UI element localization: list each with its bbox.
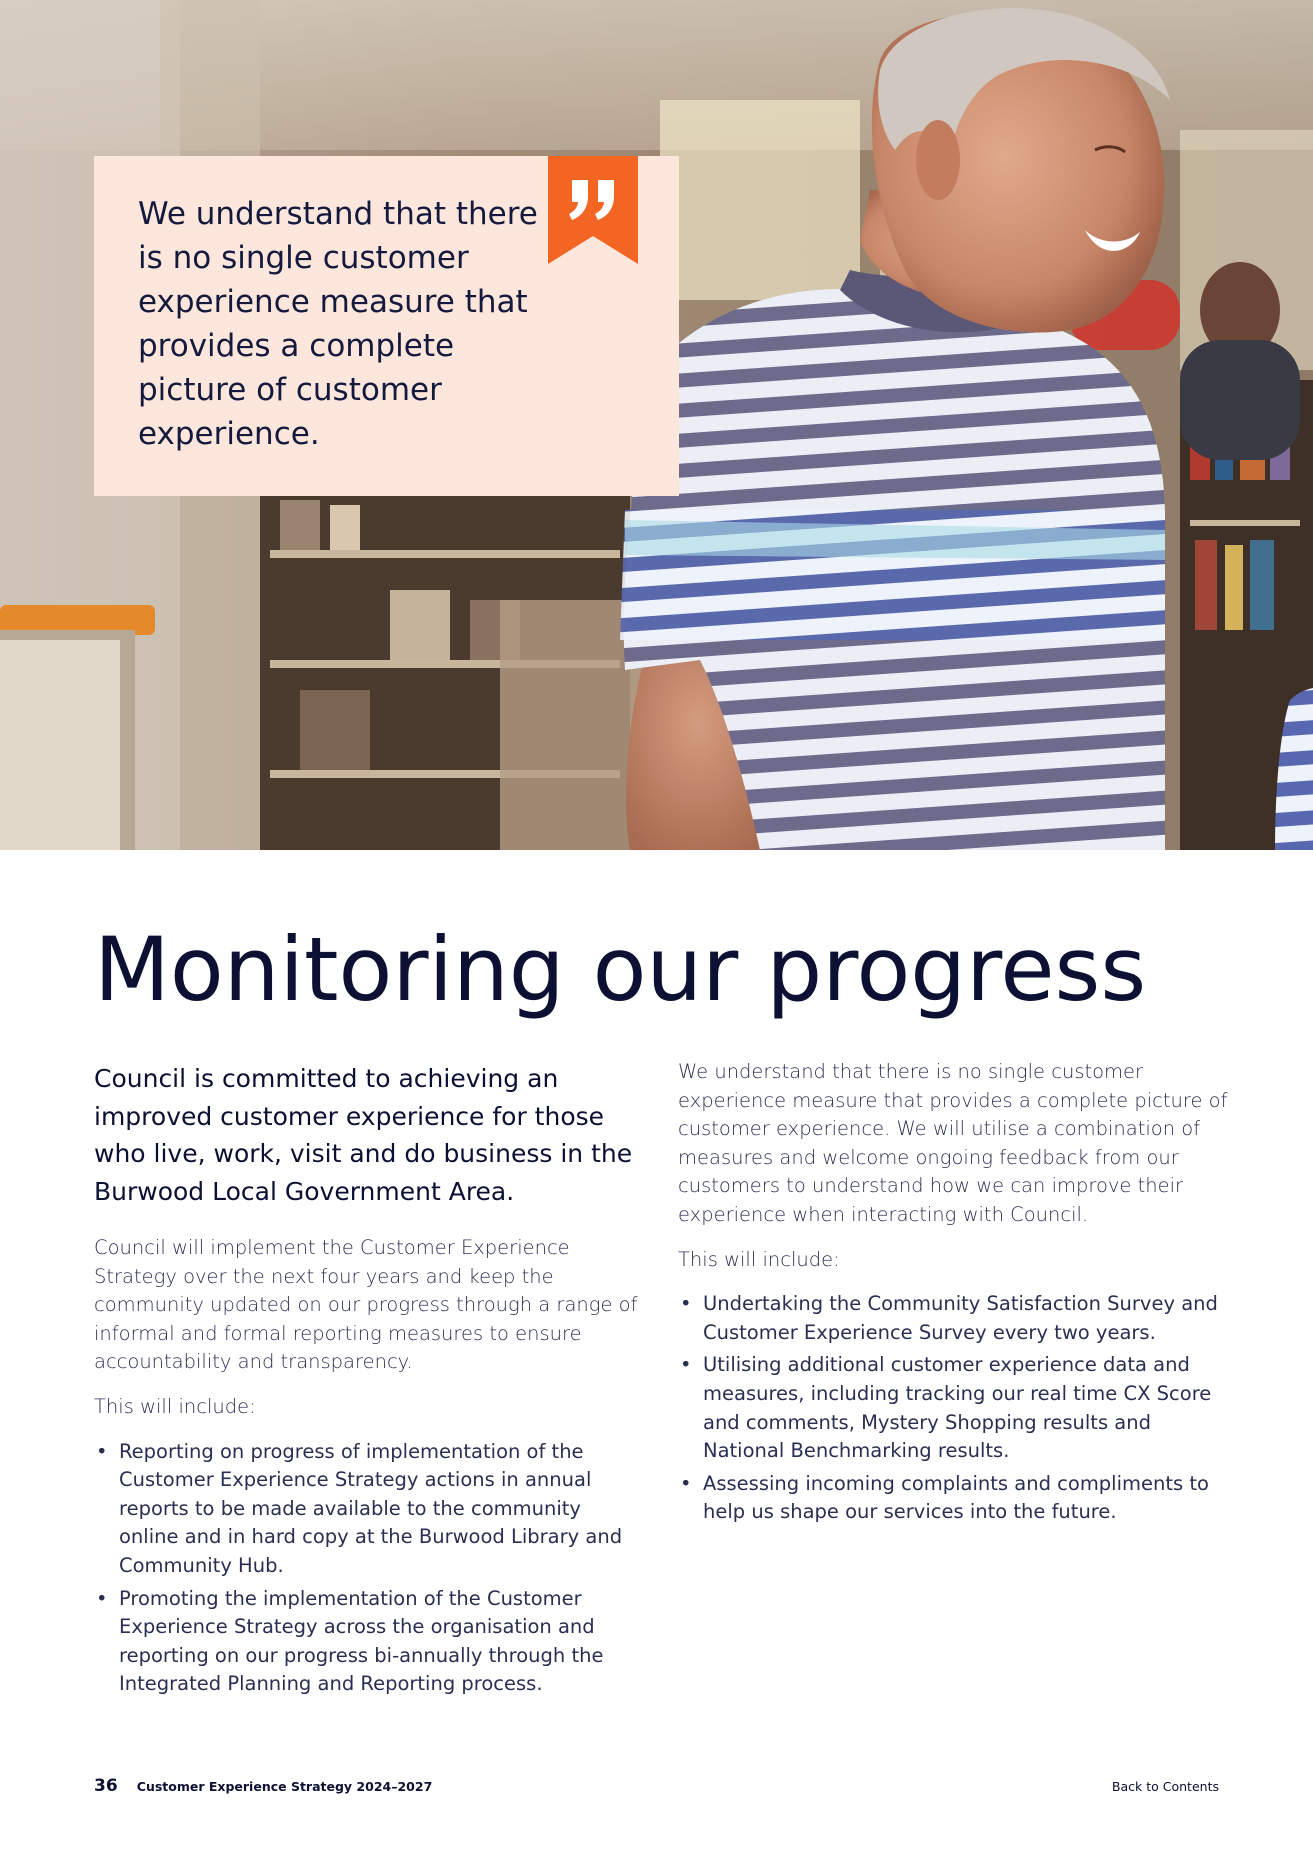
list-item [678, 1470, 1228, 1527]
right-include-label: This will include: [678, 1247, 840, 1271]
list-item-text: Undertaking the Community Satisfaction Survey and Customer Experience Survey every two years. [703, 1292, 1218, 1344]
right-bullet-list [678, 1290, 1228, 1527]
quote-box [94, 156, 679, 496]
document-title: Customer Experience Strategy 2024–2027 [136, 1779, 433, 1794]
list-item-text: Reporting on progress of implementation of the Customer Experience Strategy actions in annual reports to be made available to the community online and in hard copy at the Burwood Library and Community Hub. [119, 1439, 623, 1577]
list-item-text: Promoting the implementation of the Customer Experience Strategy across the organisation and reporting on our progress bi-annually through the Integrated Planning and Reporting process. [119, 1586, 604, 1696]
bullet-icon: • [680, 1292, 692, 1316]
page-title: Monitoring our progress [94, 918, 1147, 1021]
bullet-icon: • [96, 1439, 108, 1463]
list-item [678, 1290, 1228, 1347]
left-bullet-list [94, 1438, 644, 1699]
page-number: 36 [94, 1776, 118, 1796]
back-to-contents-link[interactable]: Back to Contents [1111, 1779, 1219, 1794]
right-paragraph: We understand that there is no single customer experience measure that provides a complete picture of customer experience. We will utilise a combination of measures and welcome ongoing feedback from our customers to understand how we can improve their experience when interacting with Council. [678, 1060, 1228, 1226]
left-column [94, 1060, 644, 1703]
quote-marks-icon [548, 156, 638, 264]
list-item [678, 1351, 1228, 1465]
list-item [94, 1585, 644, 1699]
bullet-icon: • [680, 1353, 692, 1377]
list-item-text: Utilising additional customer experience data and measures, including tracking our real time CX Score and comments, Mystery Shopping results and National Benchmarking results. [703, 1353, 1212, 1463]
list-item [94, 1438, 644, 1581]
left-paragraph: Council will implement the Customer Experience Strategy over the next four years and keep the community updated on our progress through a range of informal and formal reporting measures to ensure accountability and transparency. [94, 1236, 638, 1374]
lead-paragraph: Council is committed to achieving an improved customer experience for those who live, work, visit and do business in the Burwood Local Government Area. [94, 1064, 633, 1206]
quote-text: We understand that there is no single customer experience measure that provides a complete picture of customer experience. [138, 196, 538, 452]
right-column [678, 1058, 1228, 1531]
left-include-label: This will include: [94, 1394, 256, 1418]
footer-left [94, 1776, 432, 1796]
list-item-text: Assessing incoming complaints and compliments to help us shape our services into the future. [703, 1471, 1209, 1524]
bullet-icon: • [680, 1471, 692, 1495]
bullet-icon: • [96, 1586, 108, 1610]
